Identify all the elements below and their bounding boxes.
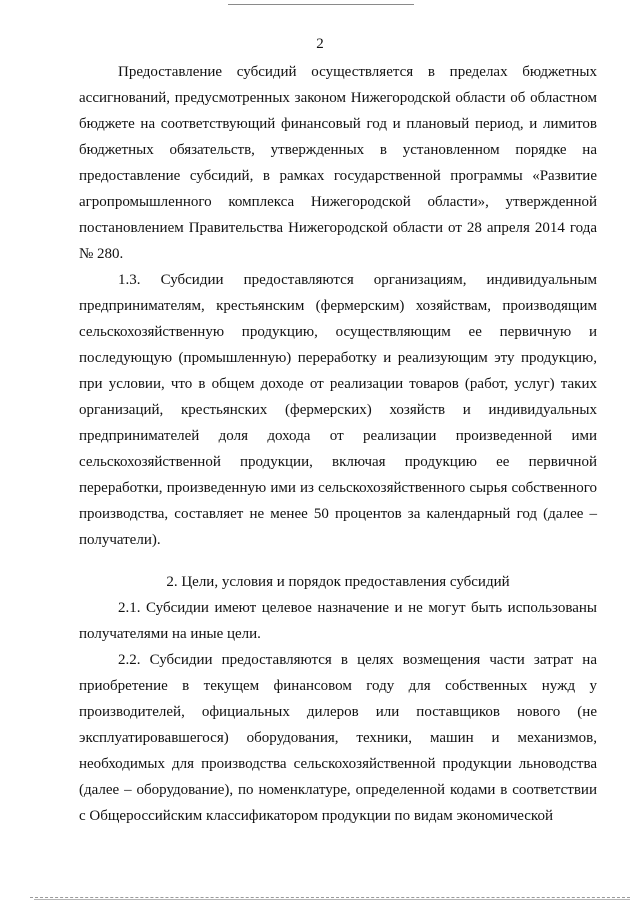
- scan-edge-top: [228, 4, 414, 5]
- scan-edge-bottom-line: [34, 899, 630, 900]
- paragraph-2-1: 2.1. Субсидии имеют целевое назначение и не могут быть использованы получателями на иные цели.: [79, 600, 597, 642]
- paragraph-2-2: 2.2. Субсидии предоставляются в целях возмещения части затрат на приобретение в текущем финансовом году для собственных нужд у производителей, официальных дилеров или поставщиков нового (не эксплуатировавшегося) оборудования, техники, машин и механизмов, необходимых для производства сельскохозяйственной продукции льноводства (далее – оборудование), по номенклатуре, определенной кодами в соответствии с Общероссийским классификатором продукции по видам экономической: [79, 652, 597, 824]
- paragraph-1-3-recipients: 1.3. Субсидии предоставляются организациям, индивидуальным предпринимателям, крестьянским (фермерским) хозяйствам, производящим сельскохозяйственную продукцию, осуществляющим ее первичную и последующую (промышленную) переработку и реализующим эту продукцию, при условии, что в общем доходе от реализации товаров (работ, услуг) таких организаций, крестьянских (фермерских) хозяйств и индивидуальных предпринимателей доля дохода от реализации произведенной ими сельскохозяйственной продукции, включая продукцию ее первичной переработки, произведенную ими из сельскохозяйственного сырья собственного производства, составляет не менее 50 процентов за календарный год (далее – получатели).: [79, 272, 597, 548]
- section-heading-2: 2. Цели, условия и порядок предоставления субсидий: [166, 574, 510, 590]
- page-number: 2: [316, 36, 324, 52]
- document-body: [79, 59, 597, 829]
- paragraph-funding: Предоставление субсидий осуществляется в пределах бюджетных ассигнований, предусмотренных законом Нижегородской области об областном бюджете на соответствующий финансовый год и плановый период, и лимитов бюджетных обязательств, утвержденных в установленном порядке на предоставление субсидий, в рамках государственной программы «Развитие агропромышленного комплекса Нижегородской области», утвержденной постановлением Правительства Нижегородской области от 28 апреля 2014 года № 280.: [79, 64, 597, 262]
- scan-edge-bottom: [30, 897, 630, 898]
